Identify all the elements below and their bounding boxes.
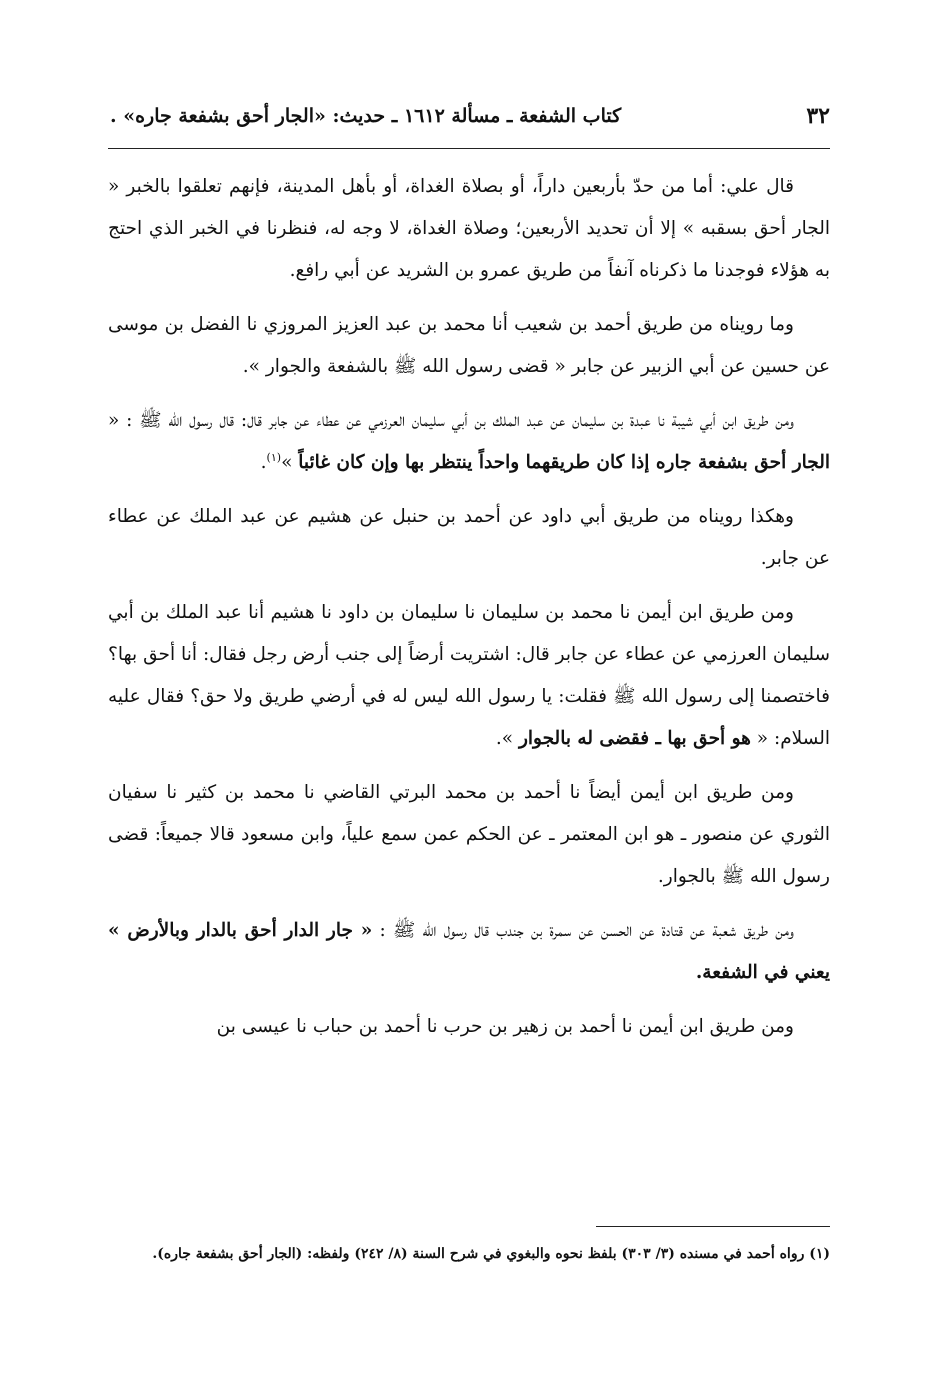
paragraph-text: قال علي: أما من حدّ بأربعين داراً، أو بصلاة الغداة، أو بأهل المدينة، فإنهم تعلقوا بالخبر « الجار أحق بسقبه » إلا أن تحديد الأربعين؛ وصلاة الغداة، لا وجه له، فنظرنا في الخبر الذي احتج به هؤلاء فوجدنا ما ذكرناه آنفاً من طريق عمرو بن الشريد عن أبي رافع. — [108, 176, 830, 281]
page-header — [110, 96, 830, 136]
footnote: (١) رواه أحمد في مسنده (٣/ ٣٠٣) بلفظ نحوه والبغوي في شرح السنة (٨/ ٢٤٢) ولفظه: (الجار أحق بشفعة جاره). — [152, 1246, 830, 1262]
bold-quote: الجار أحق بشفعة جاره إذا كان طريقهما واحداً ينتظر بها وإن كان غائباً — [298, 452, 830, 473]
body-text — [108, 166, 830, 1060]
header-rule — [108, 148, 830, 149]
bold-quote: هو أحق بها ـ فقضى له بالجوار — [518, 728, 751, 749]
footnote-reference: (١) — [266, 450, 282, 464]
paragraph — [108, 1006, 830, 1048]
paragraph — [108, 592, 830, 760]
running-title: كتاب الشفعة ـ مسألة ١٦١٢ ـ حديث: «الجار أحق بشفعة جاره» . — [110, 104, 622, 127]
paragraph-text: ومن طريق ابن أيمن نا أحمد بن زهير بن حرب نا أحمد بن حباب نا عيسى بن — [216, 1016, 794, 1037]
paragraph-text: ». — [495, 728, 519, 749]
paragraph — [108, 496, 830, 580]
paragraph — [108, 304, 830, 388]
paragraph-text: . — [260, 452, 267, 473]
footnote-rule — [596, 1226, 830, 1227]
paragraph — [108, 772, 830, 898]
paragraph — [108, 166, 830, 292]
paragraph-text: ومن طريق شعبة عن قتادة عن الحسن عن سمرة بن جندب قال رسول الله ﷺ : — [372, 920, 794, 941]
paragraph — [108, 400, 830, 484]
paragraph-text: وهكذا رويناه من طريق أبي داود عن أحمد بن حنبل عن هشيم عن عبد الملك عن عطاء عن جابر. — [108, 506, 830, 569]
page-number: ٣٢ — [806, 102, 830, 129]
paragraph-text: ومن طريق ابن أبي شيبة نا عبدة بن سليمان عن عبد الملك بن أبي سليمان العرزمي عن عطاء عن جابر قال: قال رسول الله ﷺ : « — [108, 410, 794, 431]
paragraph-text: ومن طريق ابن أيمن أيضاً نا أحمد بن محمد البرتي القاضي نا محمد بن كثير نا سفيان الثوري عن منصور ـ هو ابن المعتمر ـ عن الحكم عمن سمع علياً، وابن مسعود قالا جميعاً: قضى رسول الله ﷺ بالجوار. — [108, 782, 830, 887]
paragraph — [108, 910, 830, 994]
bold-quote: « جار الدار أحق بالدار وبالأرض » يعني في الشفعة. — [108, 920, 830, 983]
paragraph-text: ومن طريق ابن أيمن نا محمد بن سليمان نا سليمان بن داود نا هشيم أنا عبد الملك بن أبي سليمان العرزمي عن عطاء عن جابر قال: اشتريت أرضاً إلى جنب أرض رجل فقال: أنا أحق بها؟ فاختصمنا إلى رسول الله ﷺ فقلت: يا رسول الله ليس له في أرضي طريق ولا حق؟ فقال عليه السلام: « — [108, 602, 830, 749]
paragraph-text: » — [281, 452, 299, 473]
paragraph-text: وما رويناه من طريق أحمد بن شعيب أنا محمد بن عبد العزيز المروزي نا الفضل بن موسى عن حسين عن أبي الزبير عن جابر « قضى رسول الله ﷺ بالشفعة والجوار ». — [108, 314, 830, 377]
